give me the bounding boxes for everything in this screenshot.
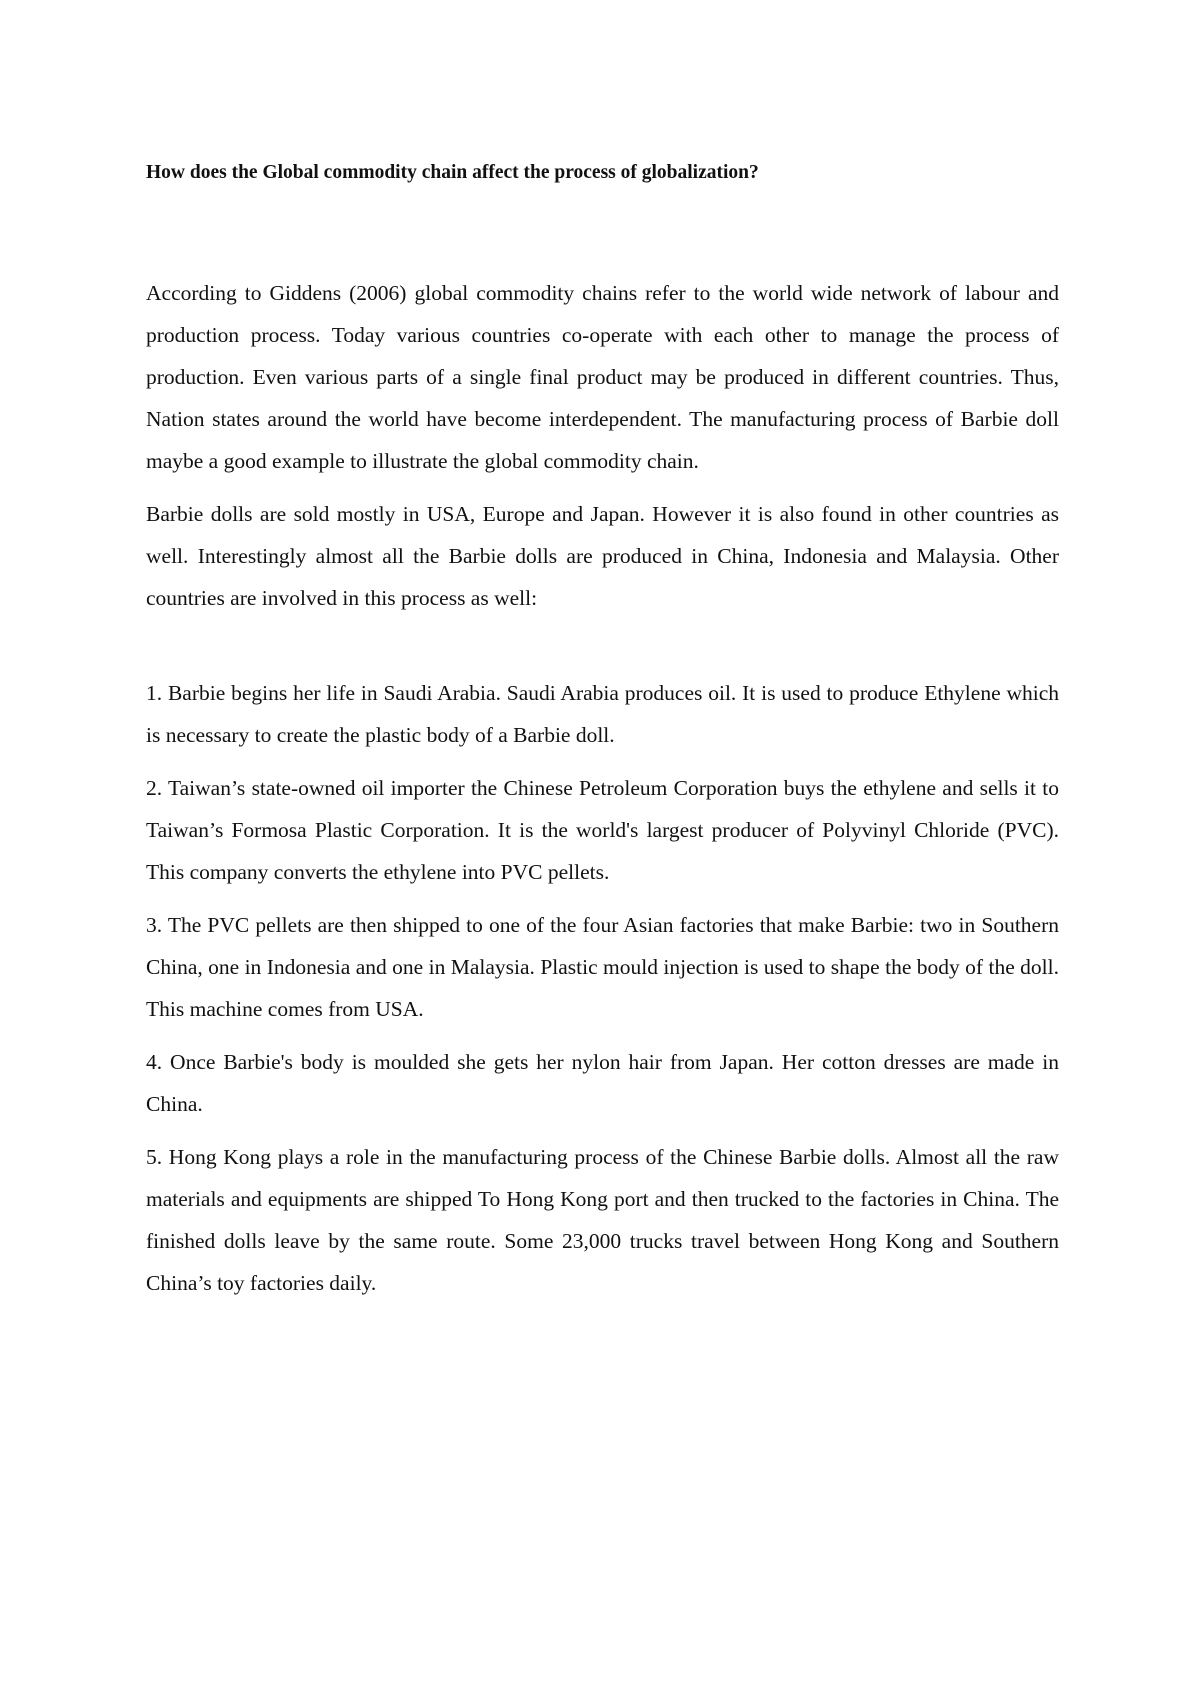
document-title: How does the Global commodity chain affect the process of globalization? xyxy=(146,162,759,183)
step-5-paragraph: 5. Hong Kong plays a role in the manufacturing process of the Chinese Barbie dolls. Almost all the raw materials and equipments are shipped To Hong Kong port and then trucked to the factories in China. The finished dolls leave by the same route. Some 23,000 trucks travel between Hong Kong and Southern China’s toy factories daily. xyxy=(146,1145,1059,1295)
intro-paragraph: According to Giddens (2006) global commodity chains refer to the world wide network of labour and production process. Today various countries co-operate with each other to manage the process of production. Even various parts of a single final product may be produced in different countries. Thus, Nation states around the world have become interdependent. The manufacturing process of Barbie doll maybe a good example to illustrate the global commodity chain. xyxy=(146,281,1059,473)
document-body xyxy=(146,152,1059,1304)
step-4-paragraph: 4. Once Barbie's body is moulded she gets her nylon hair from Japan. Her cotton dresses are made in China. xyxy=(146,1050,1059,1116)
step-3-paragraph: 3. The PVC pellets are then shipped to one of the four Asian factories that make Barbie: two in Southern China, one in Indonesia and one in Malaysia. Plastic mould injection is used to shape the body of the doll. This machine comes from USA. xyxy=(146,913,1059,1021)
step-2-paragraph: 2. Taiwan’s state-owned oil importer the Chinese Petroleum Corporation buys the ethylene and sells it to Taiwan’s Formosa Plastic Corporation. It is the world's largest producer of Polyvinyl Chloride (PVC). This company converts the ethylene into PVC pellets. xyxy=(146,776,1059,884)
barbie-paragraph: Barbie dolls are sold mostly in USA, Europe and Japan. However it is also found in other countries as well. Interestingly almost all the Barbie dolls are produced in China, Indonesia and Malaysia. Other countries are involved in this process as well: xyxy=(146,502,1059,610)
step-1-paragraph: 1. Barbie begins her life in Saudi Arabia. Saudi Arabia produces oil. It is used to produce Ethylene which is necessary to create the plastic body of a Barbie doll. xyxy=(146,681,1059,747)
